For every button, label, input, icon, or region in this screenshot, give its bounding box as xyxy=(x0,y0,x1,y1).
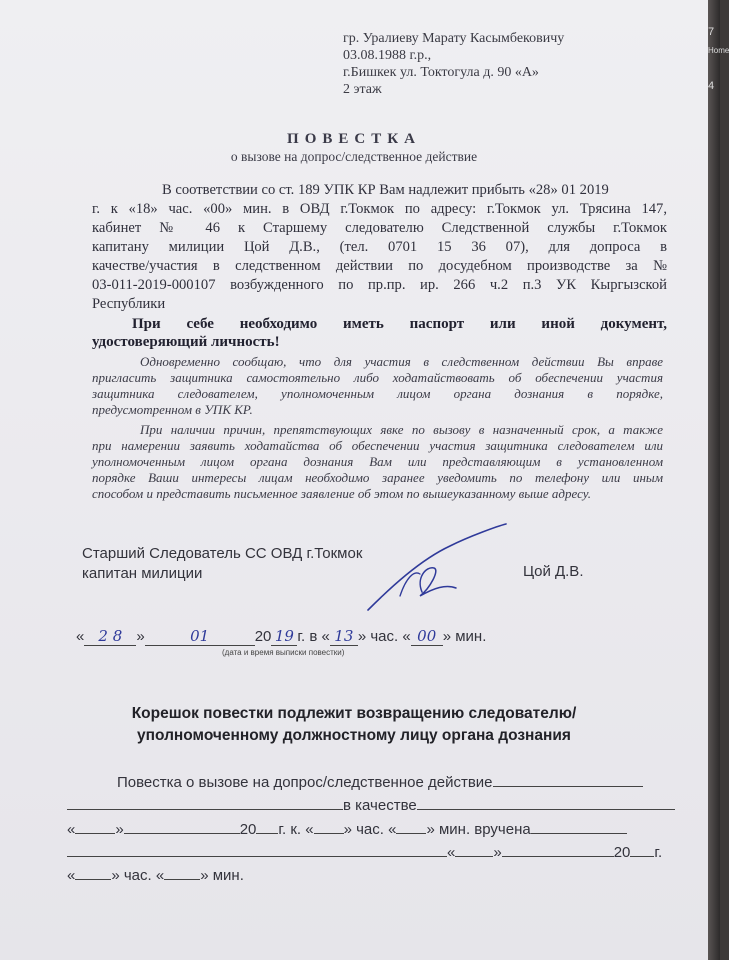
body-line-6: 03-011-2019-000107 возбужденного по пр.пр. ир. 266 ч.2 п.3 УК Кыргызской xyxy=(92,277,667,293)
stub-blank-3b xyxy=(124,817,240,834)
italic-p1-line-3: защитника следователем, уполномоченным лицом органа дознания в порядке, xyxy=(92,386,663,401)
stub-line-4 xyxy=(67,840,662,861)
stub-blank-3f xyxy=(531,817,627,834)
stub-l3-e: » час. « xyxy=(343,821,397,838)
address-line-3: г.Бишкек ул. Токтогула д. 90 «А» xyxy=(343,65,539,80)
stub-blank-4c xyxy=(502,840,614,857)
key-7: 7 xyxy=(708,26,715,38)
key-home: Home xyxy=(708,46,729,55)
stub-blank-4b xyxy=(455,840,493,857)
stub-l4-a: « xyxy=(447,844,456,861)
document-title: ПОВЕСТКА xyxy=(287,131,421,147)
bold-line-2: удостоверяющий личность! xyxy=(92,334,280,350)
body-line-7: Республики xyxy=(92,296,166,312)
stub-blank-3a xyxy=(75,817,115,834)
italic-p2-line-4: порядке Ваши интересы лицам необходимо заранее уведомить по телефону или иным xyxy=(92,470,663,485)
stub-l3-c: 20 xyxy=(239,821,257,838)
stub-l4-b: » xyxy=(493,844,502,861)
stub-l4-d: г. xyxy=(654,844,663,861)
stub-l5-b: » час. « xyxy=(111,867,165,884)
body-line-5: качестве/участия в следственном действии по досудебном производстве за № xyxy=(92,258,667,274)
stub-l5-c: » мин. xyxy=(200,867,244,884)
stub-blank-2b xyxy=(417,793,675,810)
stub-blank-2a xyxy=(67,793,343,810)
stub-line-1 xyxy=(117,770,643,791)
key-4: 4 xyxy=(708,80,715,92)
address-line-2: 03.08.1988 г.р., xyxy=(343,48,432,63)
date-caption: (дата и время выписки повестки) xyxy=(222,648,345,657)
stub-line-1-text: Повестка о вызове на допрос/следственное действие xyxy=(117,774,493,791)
date-close-quote: » xyxy=(136,628,145,645)
stub-heading-2: уполномоченному должностному лицу органа дознания xyxy=(137,727,571,744)
italic-p1-line-1: Одновременно сообщаю, что для участия в следственном действии Вы вправе xyxy=(140,354,663,369)
stub-blank-5b xyxy=(164,863,200,880)
stub-blank-5a xyxy=(75,863,111,880)
italic-p1-line-2: пригласить защитника самостоятельно либо ходатайствовать об обеспечении участия xyxy=(92,370,663,385)
stub-l3-a: « xyxy=(67,821,76,838)
stub-line-2-text: в качестве xyxy=(343,797,417,814)
date-open-quote: « xyxy=(76,628,85,645)
body-line-1: В соответствии со ст. 189 УПК КР Вам надлежит прибыть «28» 01 2019 xyxy=(162,182,609,198)
date-year: 19 xyxy=(271,627,297,646)
stub-line-5 xyxy=(67,863,244,884)
stub-l3-d: г. к. « xyxy=(278,821,314,838)
stub-l5-a: « xyxy=(67,867,76,884)
body-line-3: кабинет № 46 к Старшему следователю Следственной службы г.Токмок xyxy=(92,220,667,236)
date-minute-suffix: » мин. xyxy=(442,628,487,645)
date-g-v: г. в « xyxy=(297,628,330,645)
body-line-2: г. к «18» час. «00» мин. в ОВД г.Токмок по адресу: г.Токмок ул. Трясина 147, xyxy=(92,201,667,217)
stub-l4-c: 20 xyxy=(613,844,631,861)
stub-line-3 xyxy=(67,817,627,838)
keyboard-edge xyxy=(708,0,729,960)
date-hour: 13 xyxy=(330,627,358,646)
stub-blank-3d xyxy=(314,817,344,834)
stub-blank-3c xyxy=(256,817,278,834)
signer-rank: капитан милиции xyxy=(82,565,203,582)
signer-name: Цой Д.В. xyxy=(523,563,584,580)
stub-l3-b: » xyxy=(115,821,124,838)
stub-l3-f: » мин. вручена xyxy=(426,821,531,838)
italic-p2-line-2: при намерении заявить ходатайства об обеспечении участия защитника следователем или xyxy=(92,438,663,453)
address-line-1: гр. Уралиеву Марату Касымбековичу xyxy=(343,31,565,46)
italic-p1-line-4: предусмотренном в УПК КР. xyxy=(92,402,253,417)
date-year-prefix: 20 xyxy=(254,628,272,645)
date-day: 2 8 xyxy=(84,627,136,646)
document-subtitle: о вызове на допрос/следственное действие xyxy=(230,149,478,164)
date-month: 01 xyxy=(145,627,255,646)
italic-p2-line-3: уполномоченным лицом органа дознания Вам или представляющим в установленном xyxy=(92,454,663,469)
signer-position: Старший Следователь СС ОВД г.Токмок xyxy=(82,545,363,562)
stub-blank-4d xyxy=(630,840,654,857)
stub-blank-4a xyxy=(67,840,447,857)
bold-line-1: При себе необходимо иметь паспорт или иной документ, xyxy=(132,316,667,332)
date-line xyxy=(76,627,486,646)
body-line-4: капитану милиции Цой Д.В., (тел. 0701 15 36 07), для допроса в xyxy=(92,239,667,255)
stub-line-2 xyxy=(67,793,675,814)
stub-blank-1 xyxy=(493,770,643,787)
stub-heading-1: Корешок повестки подлежит возвращению следователю/ xyxy=(131,705,577,722)
date-minute: 00 xyxy=(411,627,443,646)
date-hour-suffix: » час. « xyxy=(357,628,411,645)
italic-p2-line-5: способом и представить письменное заявление об этом по вышеуказанному выше адресу. xyxy=(92,486,591,501)
handwritten-signature xyxy=(360,518,510,618)
italic-p2-line-1: При наличии причин, препятствующих явке по вызову в назначенный срок, а также xyxy=(140,422,663,437)
address-line-4: 2 этаж xyxy=(343,82,382,97)
stub-blank-3e xyxy=(396,817,426,834)
